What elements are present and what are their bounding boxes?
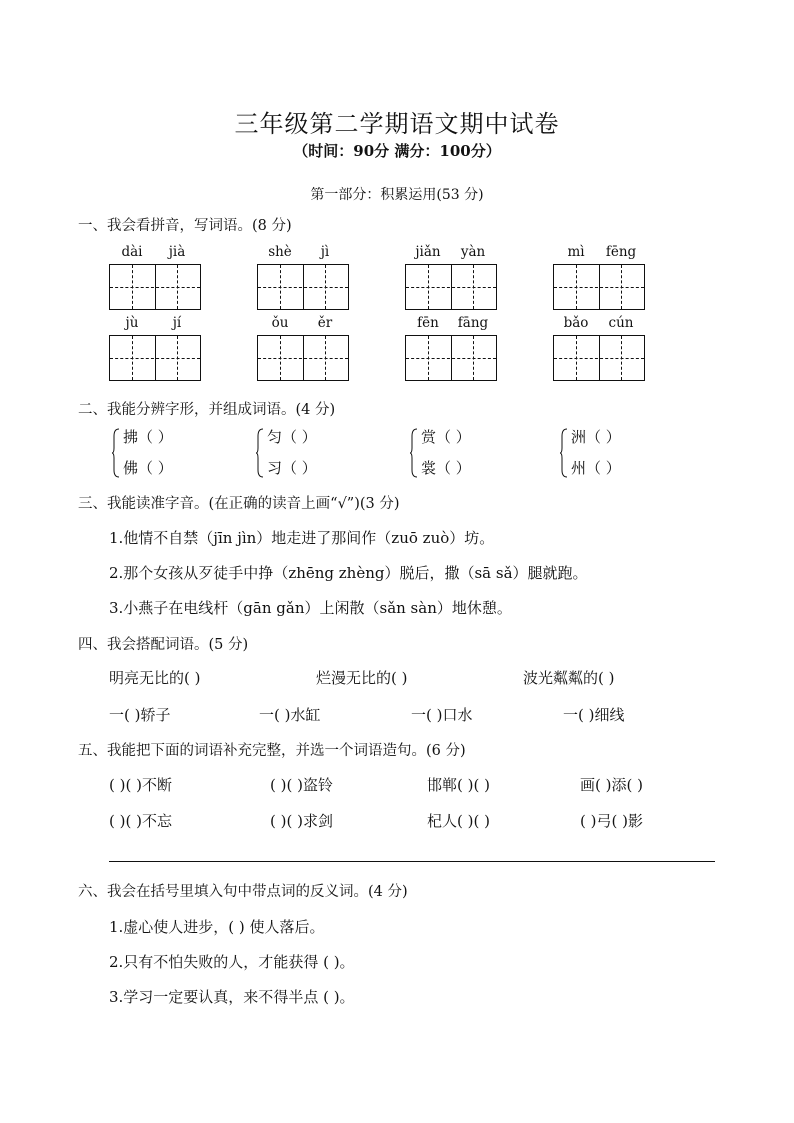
idiom-blank[interactable]: ( )( )不忘 [109,812,172,830]
pinyin-label: dài [121,244,143,260]
pinyin-label: cún [608,315,634,331]
sentence-answer-line[interactable] [109,861,715,862]
idiom-blank[interactable]: 画( )添( ) [580,776,643,794]
q3-item[interactable]: 1.他情不自禁（jīn jìn）地走进了那间作（zuō zuò）坊。 [109,529,495,547]
idiom-blank[interactable]: ( )( )盗铃 [270,776,333,794]
q3-item[interactable]: 2.那个女孩从歹徒手中挣（zhēng zhèng）脱后，撒（sā sǎ）腿就跑。 [109,564,588,582]
tianzige-grid[interactable] [553,264,645,310]
brace-icon [560,428,568,478]
char-blank[interactable]: 拂（ ） [123,428,173,446]
pinyin-label: fāng [457,315,489,331]
idiom-blank[interactable]: 杞人( )( ) [427,812,490,830]
tianzige-grid[interactable] [257,264,349,310]
pinyin-label: fēn [417,315,439,331]
pinyin-label: ěr [317,315,333,331]
pinyin-label: shè [268,244,292,260]
idiom-blank[interactable]: 邯郸( )( ) [427,776,490,794]
brace-icon [112,428,120,478]
tianzige-grid[interactable] [109,264,201,310]
char-blank[interactable]: 匀（ ） [267,428,317,446]
q6-heading: 六、我会在括号里填入句中带点词的反义词。(4 分) [78,884,408,900]
part-heading: 第一部分：积累运用(53 分) [310,187,484,203]
brace-icon [410,428,418,478]
pinyin-label: fēng [605,244,637,260]
q4-heading: 四、我会搭配词语。(5 分) [78,637,249,653]
q3-item[interactable]: 3.小燕子在电线杆（gān gǎn）上闲散（sǎn sàn）地休憩。 [109,599,512,617]
q5-heading: 五、我能把下面的词语补充完整，并选一个词语造句。(6 分) [78,743,466,759]
tianzige-grid[interactable] [405,335,497,381]
pinyin-label: jiǎn [415,244,441,260]
q1-heading: 一、我会看拼音，写词语。(8 分) [78,218,292,234]
pinyin-label: jí [172,315,182,331]
q6-item[interactable]: 3.学习一定要认真，来不得半点 ( )。 [109,988,355,1006]
char-blank[interactable]: 佛（ ） [123,459,173,477]
pinyin-label: jù [125,315,139,331]
tianzige-grid[interactable] [257,335,349,381]
idiom-blank[interactable]: ( )弓( )影 [580,812,643,830]
pinyin-label: ǒu [271,315,289,331]
match-blank[interactable]: 烂漫无比的( ) [316,669,408,687]
idiom-blank[interactable]: ( )( )求剑 [270,812,333,830]
match-blank[interactable]: 波光粼粼的( ) [523,669,615,687]
idiom-blank[interactable]: ( )( )不断 [109,776,172,794]
tianzige-grid[interactable] [109,335,201,381]
exam-subtitle: （时间：90分 满分：100分） [293,142,501,160]
char-blank[interactable]: 赏（ ） [421,428,471,446]
brace-icon [256,428,264,478]
char-blank[interactable]: 习（ ） [267,459,317,477]
measure-blank[interactable]: 一( )轿子 [109,706,171,724]
measure-blank[interactable]: 一( )细线 [563,706,625,724]
pinyin-label: jià [168,244,186,260]
q6-item[interactable]: 1.虚心使人进步，( ) 使人落后。 [109,918,325,936]
tianzige-grid[interactable] [553,335,645,381]
measure-blank[interactable]: 一( )水缸 [259,706,321,724]
match-blank[interactable]: 明亮无比的( ) [109,669,201,687]
tianzige-grid[interactable] [405,264,497,310]
char-blank[interactable]: 州（ ） [571,459,621,477]
char-blank[interactable]: 裳（ ） [421,459,471,477]
q6-item[interactable]: 2.只有不怕失败的人，才能获得 ( )。 [109,953,355,971]
pinyin-label: bǎo [563,315,589,331]
exam-title: 三年级第二学期语文期中试卷 [234,110,560,138]
measure-blank[interactable]: 一( )口水 [411,706,473,724]
pinyin-label: mì [567,244,585,260]
char-blank[interactable]: 洲（ ） [571,428,621,446]
q3-heading: 三、我能读准字音。(在正确的读音上画“√”)(3 分) [78,496,400,512]
pinyin-label: jì [320,244,330,260]
q2-heading: 二、我能分辨字形，并组成词语。(4 分) [78,402,336,418]
pinyin-label: yàn [460,244,486,260]
